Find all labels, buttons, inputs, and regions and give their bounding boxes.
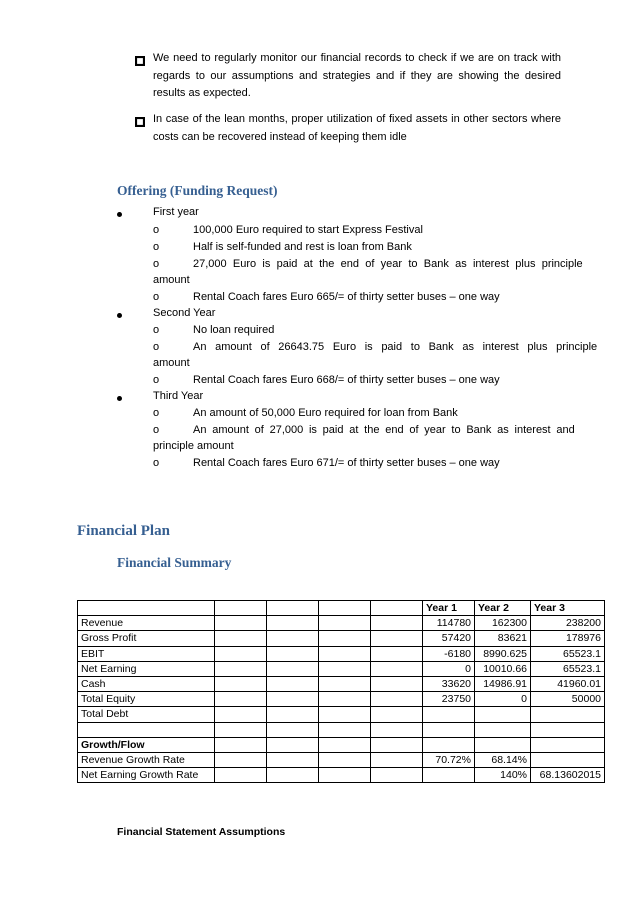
row-label: Revenue bbox=[78, 616, 215, 631]
table-cell bbox=[371, 661, 423, 676]
table-cell bbox=[371, 676, 423, 691]
table-cell bbox=[215, 737, 267, 752]
list-item: 27,000 Euro is paid at the end of year to Bank as interest plus principle bbox=[193, 258, 583, 270]
table-cell bbox=[371, 737, 423, 752]
value-cell bbox=[423, 722, 475, 737]
value-cell: 162300 bbox=[475, 616, 531, 631]
monitor-records-paragraph: We need to regularly monitor our financial records to check if we are on track with regards to our assumptions and strategies and if they are showing the desired results as expected. bbox=[153, 52, 561, 99]
value-cell: 33620 bbox=[423, 676, 475, 691]
value-cell: 114780 bbox=[423, 616, 475, 631]
bullet-dot-icon bbox=[117, 396, 122, 401]
table-cell bbox=[319, 616, 371, 631]
value-cell bbox=[475, 722, 531, 737]
table-cell bbox=[267, 646, 319, 661]
value-cell bbox=[475, 707, 531, 722]
list-item-continuation: amount bbox=[153, 274, 190, 286]
value-cell: 65523.1 bbox=[531, 661, 605, 676]
value-cell bbox=[423, 737, 475, 752]
table-cell bbox=[319, 631, 371, 646]
table-cell bbox=[319, 768, 371, 783]
sub-marker: o bbox=[153, 341, 160, 353]
table-row bbox=[78, 768, 605, 783]
table-cell bbox=[371, 616, 423, 631]
table-cell bbox=[267, 661, 319, 676]
table-cell bbox=[215, 692, 267, 707]
row-label: Total Debt bbox=[78, 707, 215, 722]
value-cell: 70.72% bbox=[423, 752, 475, 767]
value-cell bbox=[423, 768, 475, 783]
value-cell: 8990.625 bbox=[475, 646, 531, 661]
table-cell bbox=[267, 752, 319, 767]
table-row bbox=[78, 707, 605, 722]
table-cell bbox=[319, 707, 371, 722]
table-row bbox=[78, 737, 605, 752]
value-cell: -6180 bbox=[423, 646, 475, 661]
sub-marker: o bbox=[153, 258, 160, 270]
table-row bbox=[78, 722, 605, 737]
sub-marker: o bbox=[153, 424, 160, 436]
value-cell bbox=[531, 737, 605, 752]
table-row bbox=[78, 631, 605, 646]
table-row bbox=[78, 676, 605, 691]
square-bullet-icon bbox=[135, 117, 145, 127]
value-cell: 140% bbox=[475, 768, 531, 783]
row-label: Total Equity bbox=[78, 692, 215, 707]
sub-marker: o bbox=[153, 324, 160, 336]
table-cell bbox=[267, 692, 319, 707]
list-item: Rental Coach fares Euro 668/= of thirty setter buses – one way bbox=[193, 374, 500, 386]
list-item: An amount of 26643.75 Euro is paid to Bank as interest plus principle bbox=[193, 341, 598, 353]
table-cell bbox=[215, 752, 267, 767]
financial-summary-table bbox=[77, 600, 605, 783]
column-header: Year 2 bbox=[475, 601, 531, 616]
value-cell: 23750 bbox=[423, 692, 475, 707]
value-cell: 14986.91 bbox=[475, 676, 531, 691]
table-row bbox=[78, 692, 605, 707]
sub-marker: o bbox=[153, 224, 160, 236]
row-label: Net Earning Growth Rate bbox=[78, 768, 215, 783]
column-header: Year 3 bbox=[531, 601, 605, 616]
table-cell bbox=[215, 616, 267, 631]
table-cell bbox=[371, 646, 423, 661]
list-item: Rental Coach fares Euro 665/= of thirty setter buses – one way bbox=[193, 291, 500, 303]
table-cell bbox=[215, 722, 267, 737]
list-item-continuation: amount bbox=[153, 357, 190, 369]
financial-plan-heading: Financial Plan bbox=[77, 523, 170, 539]
sub-marker: o bbox=[153, 457, 160, 469]
table-cell bbox=[267, 676, 319, 691]
value-cell: 10010.66 bbox=[475, 661, 531, 676]
table-cell bbox=[215, 661, 267, 676]
table-cell bbox=[371, 768, 423, 783]
table-cell bbox=[78, 601, 215, 616]
financial-statement-assumptions-label: Financial Statement Assumptions bbox=[117, 826, 286, 838]
row-label: EBIT bbox=[78, 646, 215, 661]
table-cell bbox=[371, 707, 423, 722]
square-bullet-icon bbox=[135, 56, 145, 66]
table-cell bbox=[319, 661, 371, 676]
sub-marker: o bbox=[153, 291, 160, 303]
table-header-row bbox=[78, 601, 605, 616]
row-label: Revenue Growth Rate bbox=[78, 752, 215, 767]
table-cell bbox=[267, 616, 319, 631]
sub-marker: o bbox=[153, 374, 160, 386]
table-cell bbox=[215, 646, 267, 661]
list-item: Rental Coach fares Euro 671/= of thirty setter buses – one way bbox=[193, 457, 500, 469]
table-cell bbox=[215, 676, 267, 691]
value-cell bbox=[531, 707, 605, 722]
value-cell bbox=[531, 752, 605, 767]
table-cell bbox=[319, 722, 371, 737]
table-cell bbox=[215, 601, 267, 616]
value-cell: 65523.1 bbox=[531, 646, 605, 661]
financial-summary-heading: Financial Summary bbox=[117, 555, 232, 570]
value-cell: 0 bbox=[475, 692, 531, 707]
row-label bbox=[78, 722, 215, 737]
lean-months-paragraph: In case of the lean months, proper utilization of fixed assets in other sectors where costs can be recovered instead of keeping them idle bbox=[153, 113, 561, 143]
bullet-dot-icon bbox=[117, 313, 122, 318]
year-title: Second Year bbox=[153, 307, 216, 319]
list-item: No loan required bbox=[193, 324, 275, 336]
value-cell bbox=[423, 707, 475, 722]
list-item: 100,000 Euro required to start Express Festival bbox=[193, 224, 423, 236]
table-cell bbox=[371, 722, 423, 737]
table-cell bbox=[319, 601, 371, 616]
list-item: An amount of 27,000 is paid at the end of year to Bank as interest and bbox=[193, 424, 575, 436]
value-cell: 68.14% bbox=[475, 752, 531, 767]
table-cell bbox=[215, 707, 267, 722]
list-item-continuation: principle amount bbox=[153, 440, 234, 452]
value-cell bbox=[475, 737, 531, 752]
table-row bbox=[78, 616, 605, 631]
table-row bbox=[78, 646, 605, 661]
value-cell: 238200 bbox=[531, 616, 605, 631]
row-label: Growth/Flow bbox=[78, 737, 215, 752]
table-cell bbox=[215, 768, 267, 783]
table-cell bbox=[267, 631, 319, 646]
table-cell bbox=[267, 707, 319, 722]
table-cell bbox=[267, 722, 319, 737]
column-header: Year 1 bbox=[423, 601, 475, 616]
year-title: Third Year bbox=[153, 390, 204, 402]
table-cell bbox=[371, 692, 423, 707]
table-cell bbox=[267, 601, 319, 616]
sub-marker: o bbox=[153, 241, 160, 253]
year-title: First year bbox=[153, 206, 199, 218]
value-cell: 41960.01 bbox=[531, 676, 605, 691]
value-cell: 83621 bbox=[475, 631, 531, 646]
value-cell bbox=[531, 722, 605, 737]
table-cell bbox=[267, 768, 319, 783]
value-cell: 50000 bbox=[531, 692, 605, 707]
table-row bbox=[78, 752, 605, 767]
table-cell bbox=[319, 737, 371, 752]
sub-marker: o bbox=[153, 407, 160, 419]
table-cell bbox=[371, 631, 423, 646]
bullet-dot-icon bbox=[117, 212, 122, 217]
value-cell: 68.13602015 bbox=[531, 768, 605, 783]
table-cell bbox=[319, 692, 371, 707]
table-cell bbox=[215, 631, 267, 646]
table-cell bbox=[371, 601, 423, 616]
value-cell: 178976 bbox=[531, 631, 605, 646]
value-cell: 0 bbox=[423, 661, 475, 676]
list-item: Half is self-funded and rest is loan from Bank bbox=[193, 241, 412, 253]
table-cell bbox=[319, 676, 371, 691]
row-label: Cash bbox=[78, 676, 215, 691]
row-label: Gross Profit bbox=[78, 631, 215, 646]
table-cell bbox=[319, 646, 371, 661]
offering-heading: Offering (Funding Request) bbox=[117, 183, 278, 198]
value-cell: 57420 bbox=[423, 631, 475, 646]
list-item: An amount of 50,000 Euro required for loan from Bank bbox=[193, 407, 458, 419]
table-cell bbox=[267, 737, 319, 752]
row-label: Net Earning bbox=[78, 661, 215, 676]
table-row bbox=[78, 661, 605, 676]
table-cell bbox=[319, 752, 371, 767]
table-cell bbox=[371, 752, 423, 767]
